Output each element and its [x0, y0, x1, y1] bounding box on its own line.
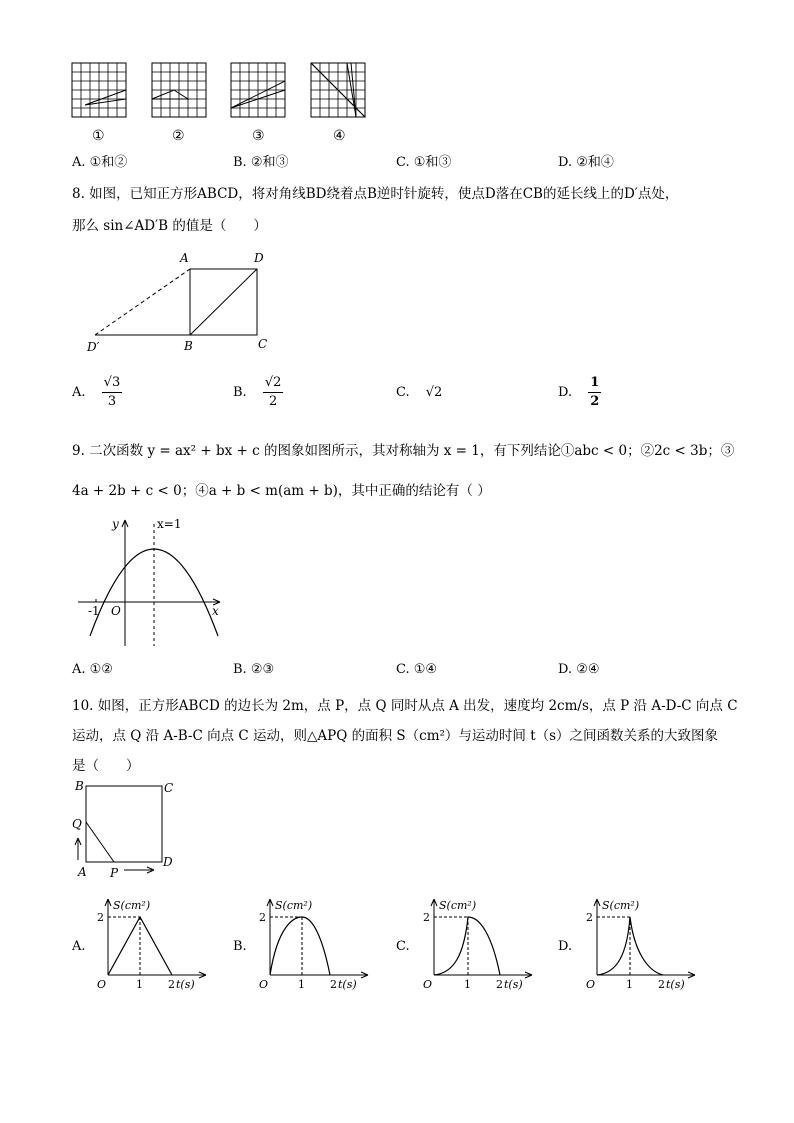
q8-option-b-label: B.	[233, 385, 247, 400]
q8-label-a: A	[180, 251, 189, 265]
q9-label-y: y	[112, 517, 119, 531]
q10-graph-c[interactable]	[414, 895, 536, 995]
q9-text-line2: 4a + 2b + c < 0；④a + b < m(am + b)，其中正确的结论有（ ）	[72, 483, 491, 499]
grid-figure-3	[231, 63, 285, 117]
q10-text-line2: 运动，点 Q 沿 A-B-C 向点 C 运动，则△APQ 的面积 S（cm²）与运动时间 t（s）之间函数关系的大致图象	[72, 728, 719, 744]
q8-option-b-den: 2	[268, 394, 278, 409]
graph-c-x2: 2	[496, 978, 503, 991]
graph-c-xlabel: t(s)	[504, 978, 523, 991]
q10-text-line3: 是（ ）	[72, 758, 140, 774]
grid-label-3: ③	[252, 128, 265, 144]
graph-a-x1: 1	[136, 978, 143, 991]
q10-option-c[interactable]: C.	[396, 939, 410, 954]
q9-option-b[interactable]: B. ②③	[233, 662, 275, 677]
q10-option-b[interactable]: B.	[233, 939, 247, 954]
q8-label-b: B	[184, 339, 193, 353]
q10-square-figure	[70, 776, 190, 884]
q9-option-c[interactable]: C. ①④	[396, 662, 438, 677]
q9-label-axis: x=1	[157, 517, 182, 531]
graph-d-xlabel: t(s)	[666, 978, 685, 991]
q10-label-q: Q	[72, 817, 82, 831]
q10-label-d: D	[163, 855, 173, 869]
q8-label-dprime: D′	[87, 340, 100, 354]
grid-label-2: ②	[172, 128, 185, 144]
grid-figure-1	[72, 63, 126, 117]
graph-b-x2: 2	[330, 978, 337, 991]
q8-option-d-num: 1	[588, 374, 601, 393]
graph-c-x1: 1	[464, 978, 471, 991]
graph-b-ylabel: S(cm²)	[275, 899, 313, 912]
q10-label-c: C	[164, 781, 174, 795]
grid-label-1: ①	[92, 128, 105, 144]
graph-b-origin: O	[259, 978, 269, 991]
q8-option-c-label: C.	[396, 385, 410, 400]
graph-d-x1: 1	[626, 978, 633, 991]
graph-a-xlabel: t(s)	[176, 978, 195, 991]
q10-graph-d[interactable]	[577, 895, 699, 995]
q10-option-d[interactable]: D.	[558, 939, 573, 954]
q10-graph-b[interactable]	[250, 895, 372, 995]
grid-figure-4	[311, 63, 365, 117]
q10-label-a: A	[78, 865, 87, 879]
q9-text-line1: 9. 二次函数 y = ax² + bx + c 的图象如图所示，其对称轴为 x = 1，有下列结论①abc < 0；②2c < 3b；③	[72, 443, 735, 459]
q8-option-d[interactable]	[558, 374, 601, 411]
grid-figure-2	[152, 63, 206, 117]
q7-option-d[interactable]: D. ②和④	[558, 155, 614, 170]
graph-b-y2: 2	[259, 911, 266, 924]
q8-option-c[interactable]	[396, 385, 442, 400]
graph-d-ylabel: S(cm²)	[602, 899, 640, 912]
graph-c-ylabel: S(cm²)	[439, 899, 477, 912]
q8-text-line1: 8. 如图，已知正方形ABCD，将对角线BD绕着点B逆时针旋转，使点D落在CB的延长线上的D′点处，	[72, 186, 679, 202]
q10-label-b: B	[75, 779, 84, 793]
q9-option-d[interactable]: D. ②④	[558, 662, 600, 677]
q9-graph	[74, 512, 234, 648]
q9-option-a[interactable]: A. ①②	[72, 662, 113, 677]
q7-grids	[0, 0, 794, 150]
q9-label-neg1: -1	[88, 604, 100, 618]
q10-graph-a[interactable]	[88, 895, 210, 995]
q9-label-origin: O	[111, 604, 121, 618]
graph-d-x2: 2	[658, 978, 665, 991]
graph-b-x1: 1	[298, 978, 305, 991]
graph-d-origin: O	[586, 978, 596, 991]
q8-option-d-label: D.	[558, 385, 573, 400]
q10-option-a[interactable]: A.	[72, 939, 86, 954]
q10-text-line1: 10. 如图，正方形ABCD 的边长为 2m，点 P，点 Q 同时从点 A 出发，速度均 2cm/s，点 P 沿 A-D-C 向点 C	[72, 698, 738, 714]
q9-label-x: x	[212, 604, 219, 618]
graph-a-origin: O	[97, 978, 107, 991]
q8-option-c-value: √2	[425, 385, 443, 400]
q8-option-a-label: A.	[72, 385, 86, 400]
graph-c-origin: O	[423, 978, 433, 991]
q8-option-a-num: √3	[102, 374, 123, 393]
q8-option-d-den: 2	[590, 394, 600, 409]
q8-figure	[80, 245, 280, 355]
graph-a-x2: 2	[168, 978, 175, 991]
graph-b-xlabel: t(s)	[338, 978, 357, 991]
q8-option-b-num: √2	[263, 374, 284, 393]
graph-d-y2: 2	[586, 911, 593, 924]
q7-option-b[interactable]: B. ②和③	[233, 155, 289, 170]
q8-text-line2: 那么 sin∠AD′B 的值是（ ）	[72, 218, 267, 234]
graph-a-y2: 2	[97, 911, 104, 924]
graph-c-y2: 2	[423, 911, 430, 924]
q7-option-c[interactable]: C. ①和③	[396, 155, 452, 170]
q8-option-b[interactable]	[233, 374, 283, 411]
q7-option-a[interactable]: A. ①和②	[72, 155, 128, 170]
grid-label-4: ④	[333, 128, 346, 144]
q8-option-a-den: 3	[107, 394, 117, 409]
q8-option-a[interactable]	[72, 374, 122, 411]
graph-a-ylabel: S(cm²)	[113, 899, 151, 912]
q8-label-d: D	[254, 251, 264, 265]
q10-label-p: P	[110, 866, 119, 880]
q8-label-c: C	[258, 337, 268, 351]
